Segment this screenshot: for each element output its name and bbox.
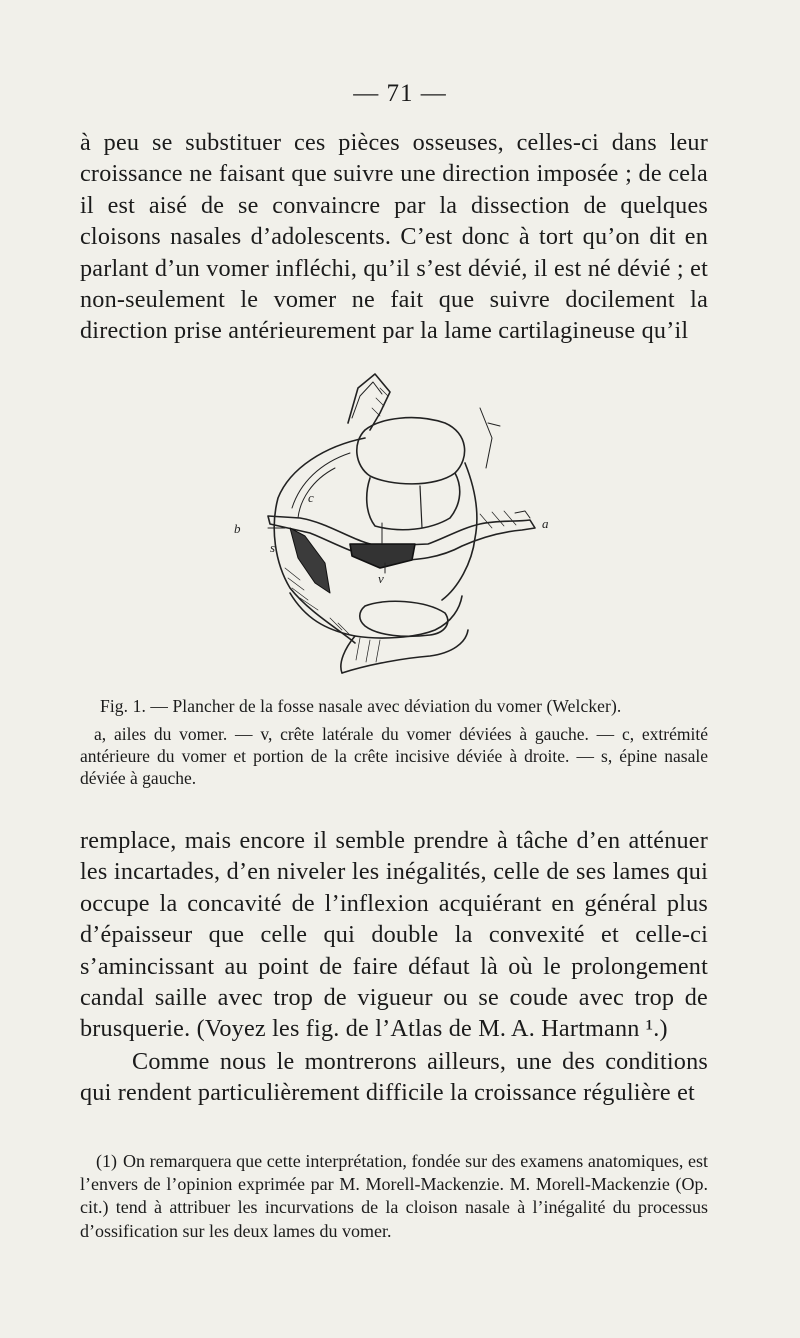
paragraph-2: remplace, mais encore il semble prendre à tâche d’en atténuer les incartades, d’en niveler les inégalités, celle de ses lames qui occupe la concavité de l’inflexion acquiérant en général plus d’épaisseur que celle qui double la convexité et celle-ci s’amincissant au point de faire défaut là où le prolongement candal saille avec trop de vigueur ou se coude avec trop de brusquerie. (Voyez les fig. de l’Atlas de M. A. Hartmann ¹.) [80, 827, 708, 1043]
footnote [80, 1150, 708, 1243]
figure-label-s: s [270, 540, 276, 555]
footnote-body [80, 1150, 708, 1243]
figure-caption [80, 695, 708, 789]
figure-caption-title: Fig. 1. — Plancher de la fosse nasale avec déviation du vomer (Welcker). [100, 696, 622, 716]
paragraph-1: à peu se substituer ces pièces osseuses, celles-ci dans leur croissance ne faisant que suivre une direction imposée ; de cela il est aisé de se convaincre par la dissection de quelques cloisons nasales d’adolescents. C’est donc à tort qu’on dit en parlant d’un vomer infléchi, qu’il s’est dévié, il est né dévié ; et non-seulement le vomer ne fait que suivre docilement la direction prise antérieurement par la lame cartilagineuse qu’il [80, 129, 708, 345]
page-number: — 71 — [353, 80, 447, 107]
figure-label-v: v [378, 571, 384, 586]
footnote-text: On remarquera que cette interprétation, fondée sur des examens anatomiques, est l’envers de l’opinion exprimée par M. Morell-Mackenzie. M. Morell-Mackenzie (Op. cit.) tend à attribuer les incurvations de la cloison nasale à l’inégalité du processus d’ossification sur les deux lames du vomer. [80, 1151, 708, 1241]
paragraph-3: Comme nous le montrerons ailleurs, une des conditions qui rendent particulièrement difficile la croissance régulière et [80, 1048, 708, 1107]
figure-label-c: c [308, 490, 314, 505]
figure-label-a: a [542, 516, 549, 531]
figure-label-b: b [234, 521, 241, 536]
footnote-marker: (1) [96, 1151, 117, 1171]
figure-caption-legend: a, ailes du vomer. — v, crête latérale du vomer déviées à gauche. — c, extrémité antérieure du vomer et portion de la crête incisive déviée à droite. — s, épine nasale déviée à gauche. [80, 724, 708, 788]
vomer-engraving-figure [230, 368, 570, 688]
